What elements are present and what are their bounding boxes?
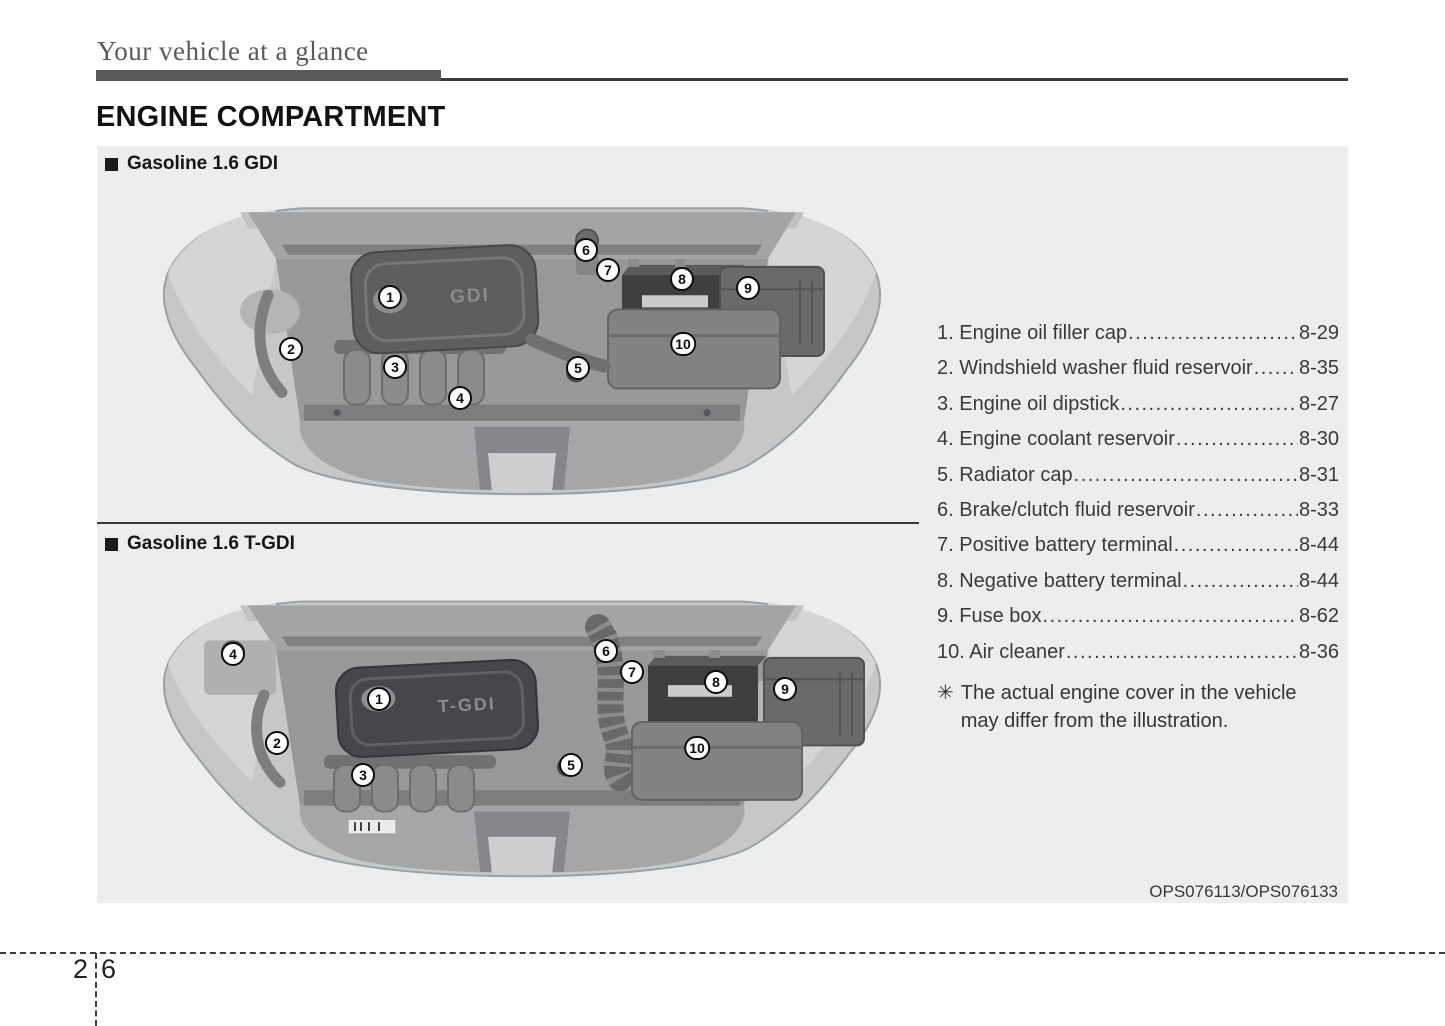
callout-9: 9 [773,677,797,701]
callout-10: 10 [684,736,710,760]
figure-divider [97,522,919,524]
radiator-support [304,405,740,421]
legend-item-10 [937,641,1339,664]
legend-label: 2. Windshield washer fluid reservoir [937,357,1253,380]
footnote-text: The actual engine cover in the vehicle may differ from the illustration. [960,682,1297,732]
legend-page-ref: 8-44 [1298,569,1339,592]
callout-4: 4 [221,642,245,666]
legend-label: 5. Radiator cap [937,463,1073,486]
callout-5: 5 [559,753,583,777]
figure-label-text: Gasoline 1.6 T-GDI [127,533,295,554]
legend-item-2 [937,357,1339,380]
figure-engine-bay-tgdi [152,582,892,903]
engine-compartment-panel [97,146,1348,903]
callout-7: 7 [620,660,644,684]
callout-3: 3 [351,763,375,787]
callout-7: 7 [596,258,620,282]
legend-item-7 [937,534,1339,557]
callout-9: 9 [736,276,760,300]
callout-10: 10 [670,332,696,356]
legend-dot-leader [1196,499,1298,522]
legend-dot-leader [1176,428,1298,451]
callout-4: 4 [448,386,472,410]
legend-item-8 [937,570,1339,593]
figure-engine-bay-gdi [152,188,892,522]
footer-crop-line-vertical [95,953,97,1026]
engine-badge-text: GDI [449,284,491,308]
header-rule-thick [96,70,441,81]
callout-5: 5 [566,356,590,380]
asterisk-icon: ✳ [937,682,954,704]
figure-label-text: Gasoline 1.6 GDI [127,153,278,174]
callout-2: 2 [265,731,289,755]
engine-badge-text: T-GDI [437,693,497,717]
engine-bay-illustration-tgdi [152,582,892,903]
legend-label: 10. Air cleaner [937,640,1065,663]
legend-label: 7. Positive battery terminal [937,534,1173,557]
callout-6: 6 [594,639,618,663]
square-bullet-icon [105,538,118,551]
legend-page-ref: 8-35 [1298,357,1339,380]
legend-dot-leader [1254,357,1298,380]
legend-dot-leader [1120,393,1298,416]
square-bullet-icon [105,158,118,171]
footnote [937,680,1337,735]
legend-dot-leader [1043,605,1298,628]
callout-8: 8 [704,670,728,694]
callout-1: 1 [367,687,391,711]
legend-dot-leader [1074,464,1298,487]
callout-6: 6 [574,238,598,262]
legend-dot-leader [1183,570,1298,593]
legend-item-9 [937,605,1339,628]
legend-item-1 [937,322,1339,345]
legend-item-4 [937,428,1339,451]
legend-page-ref: 8-30 [1298,428,1339,451]
legend-page-ref: 8-33 [1298,498,1339,521]
footer-crop-line-horizontal [0,952,1445,954]
legend-page-ref: 8-44 [1298,534,1339,557]
chapter-header-title: Your vehicle at a glance [97,36,369,66]
illustration-code: OPS076113/OPS076133 [1149,882,1338,901]
figure-label-gasoline-tgdi [105,533,295,555]
legend-dot-leader [1174,534,1298,557]
legend-label: 3. Engine oil dipstick [937,392,1120,415]
header-rule-thin [441,78,1348,81]
legend-dot-leader [1066,641,1298,664]
air-cleaner [632,722,802,800]
legend-page-ref: 8-27 [1298,392,1339,415]
legend-page-ref: 8-31 [1298,463,1339,486]
legend-item-6 [937,499,1339,522]
figure-label-gasoline-gdi [105,153,278,175]
engine-cover [335,659,540,759]
footer-chapter-number: 2 [72,954,88,984]
legend-label: 4. Engine coolant reservoir [937,428,1175,451]
legend-label: 1. Engine oil filler cap [937,322,1128,344]
legend-page-ref: 8-62 [1298,605,1339,628]
engine-bay-illustration-gdi [152,188,892,522]
callout-2: 2 [279,337,303,361]
callout-3: 3 [383,355,407,379]
legend-list [937,322,1339,676]
legend-page-ref: 8-29 [1298,322,1339,344]
callout-8: 8 [670,267,694,291]
legend-label: 6. Brake/clutch fluid reservoir [937,498,1195,521]
footer-page-number: 6 [101,954,117,984]
legend-dot-leader [1128,322,1298,345]
legend-item-3 [937,393,1339,416]
legend-label: 9. Fuse box [937,605,1042,628]
page-title: ENGINE COMPARTMENT [96,101,446,133]
callout-1: 1 [378,285,402,309]
legend-label: 8. Negative battery terminal [937,569,1182,592]
legend-page-ref: 8-36 [1298,640,1339,663]
legend-item-5 [937,464,1339,487]
